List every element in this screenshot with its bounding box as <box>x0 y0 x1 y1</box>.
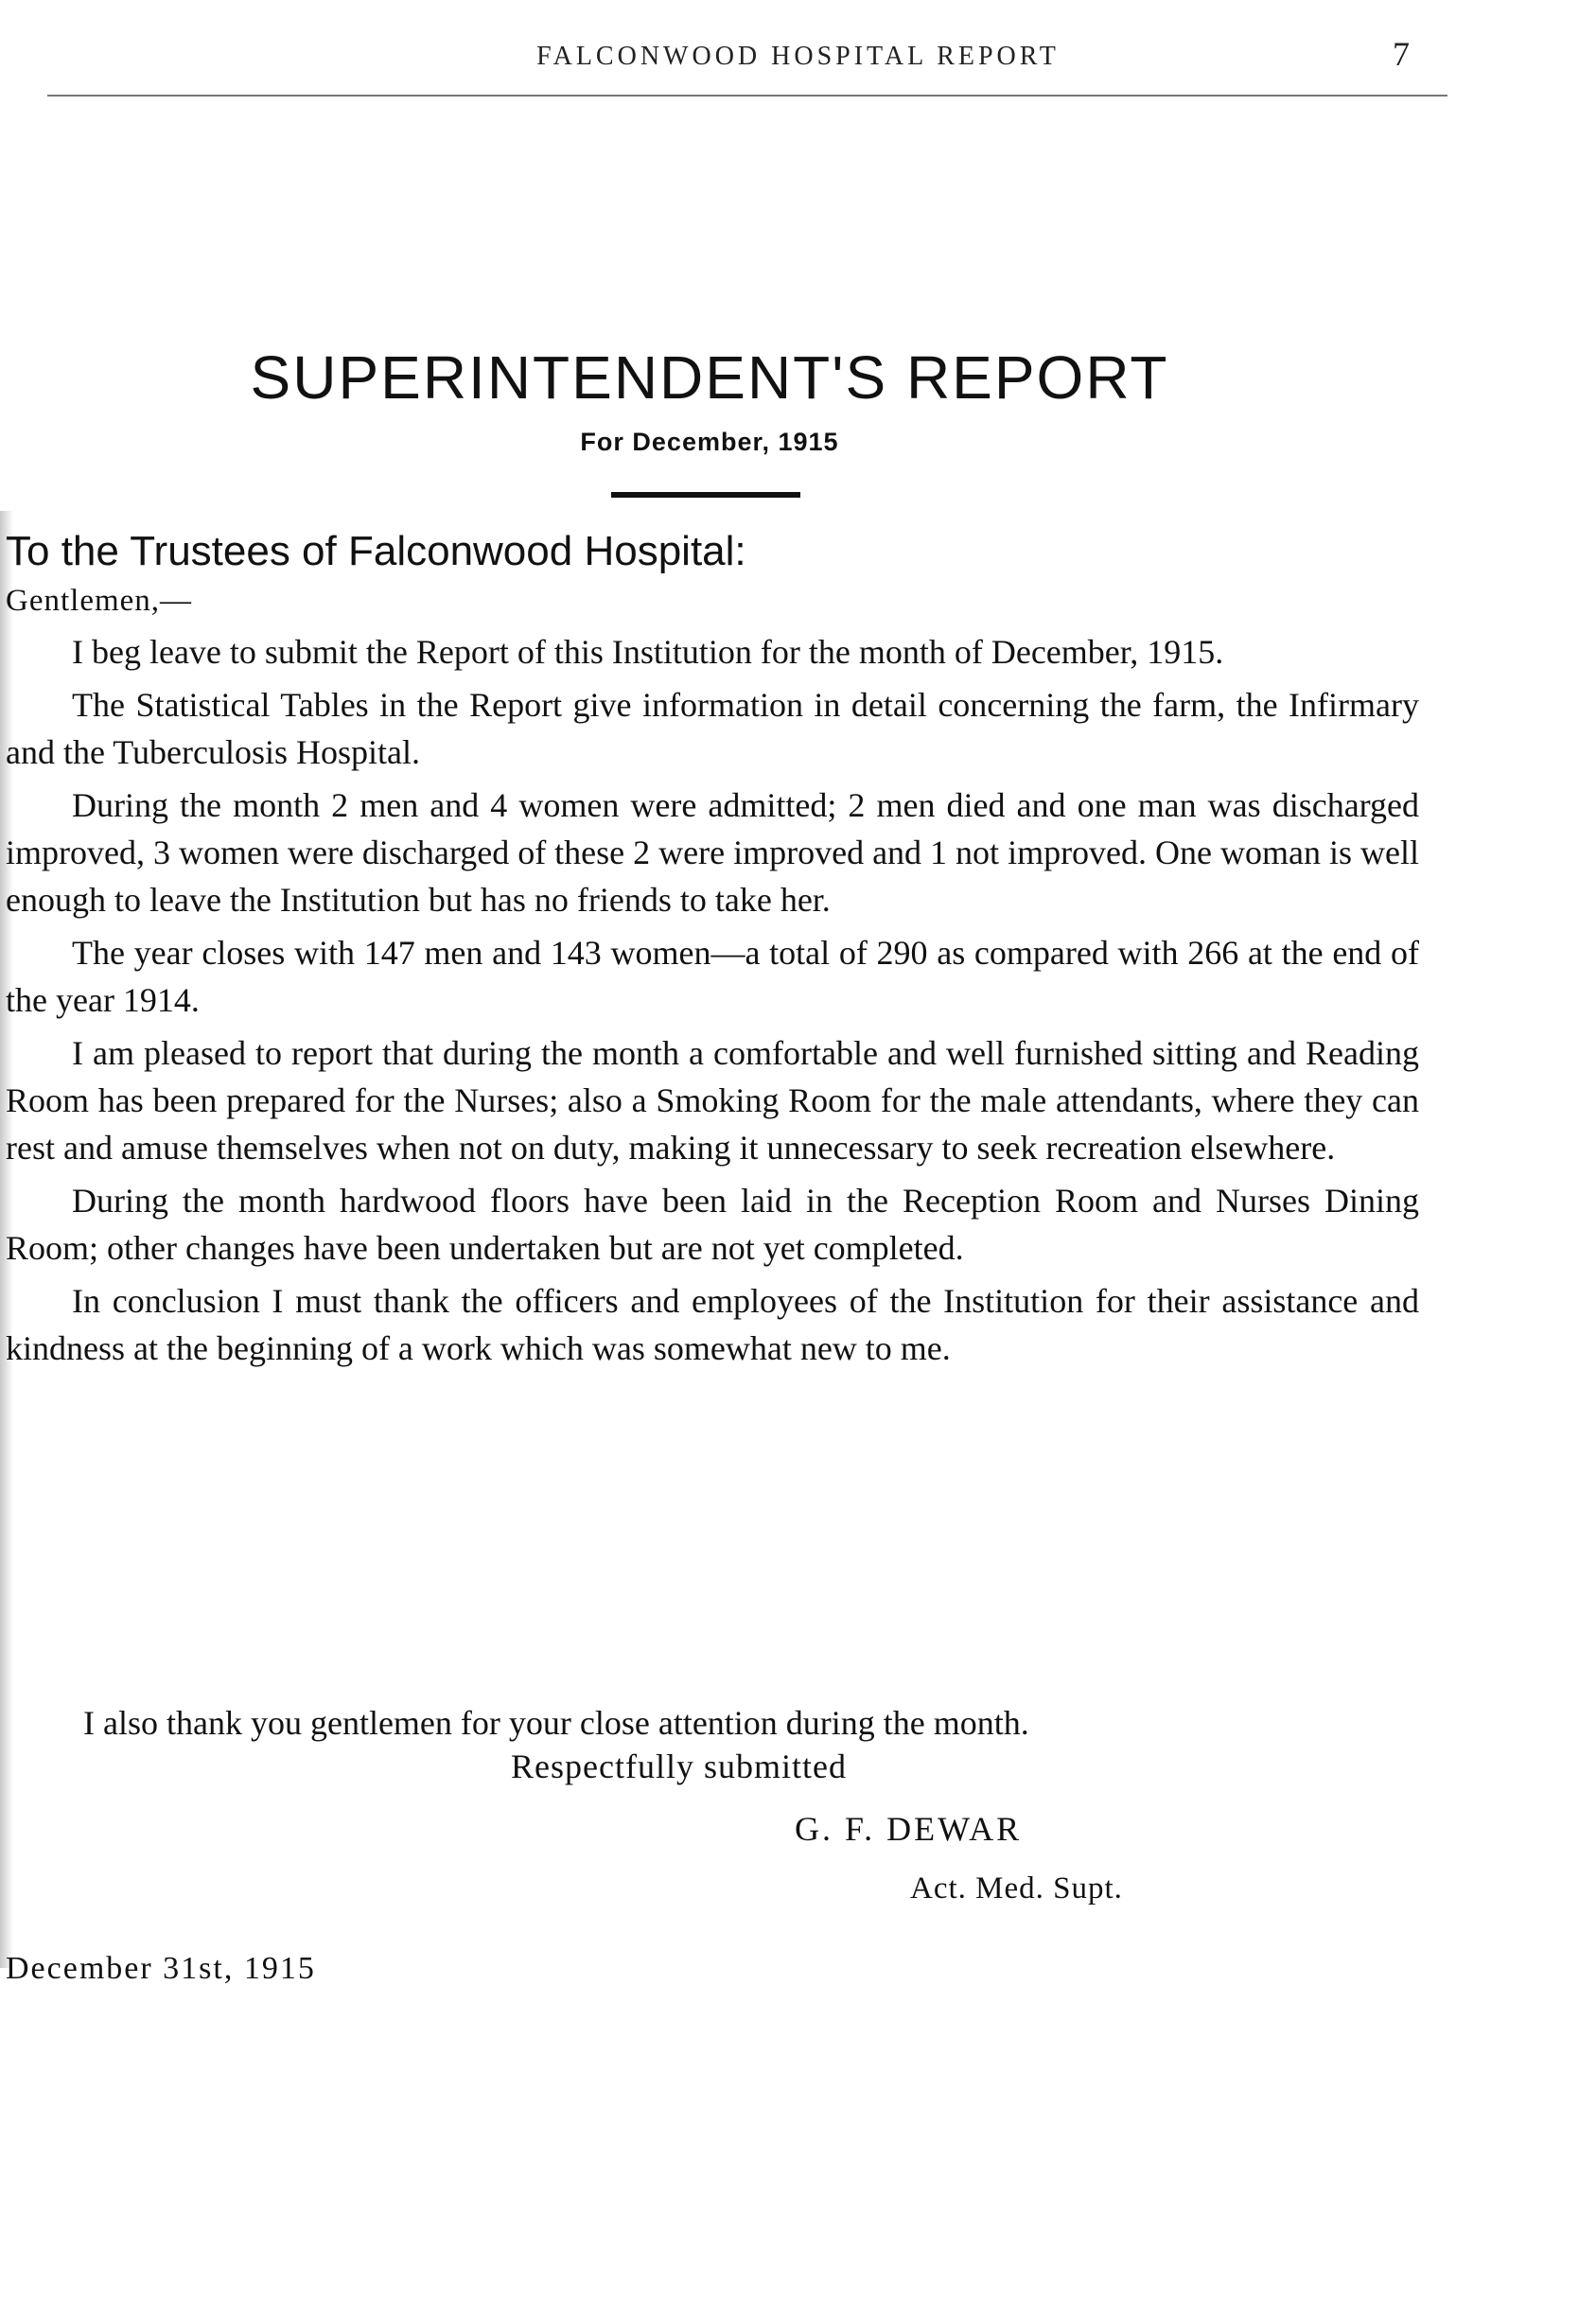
paragraph-hardwood-floors: During the month hardwood floors have been laid in the Reception Room and Nurses Dining Room; other changes have been undertaken but are not yet completed. <box>6 1182 1419 1267</box>
closing-line: I also thank you gentlemen for your close attention during the month. <box>83 1704 1029 1742</box>
paragraph-year-totals: The year closes with 147 men and 143 women—a total of 290 as compared with 266 at the end of the year 1914. <box>6 934 1419 1019</box>
title-underline <box>611 492 800 498</box>
header-divider <box>47 95 1447 97</box>
greeting: Gentlemen,— <box>6 584 193 618</box>
report-subtitle: For December, 1915 <box>580 428 839 456</box>
salutation: To the Trustees of Falconwood Hospital: <box>6 528 746 574</box>
paragraph-admissions: During the month 2 men and 4 women were admitted; 2 men died and one man was discharged improved, 3 women were discharged of these 2 were improved and 1 not improved. One woman is well enough to leave the Institution but has no friends to take her. <box>6 786 1419 919</box>
paragraph-statistical-tables: The Statistical Tables in the Report give information in detail concerning the farm, the Infirmary and the Tuberculosis Hospital. <box>6 686 1419 771</box>
sign-off: Respectfully submitted <box>511 1748 847 1785</box>
page-number: 7 <box>1393 35 1410 73</box>
running-head: FALCONWOOD HOSPITAL REPORT <box>536 42 1060 71</box>
paragraph-submission: I beg leave to submit the Report of this Institution for the month of December, 1915. <box>72 633 1224 671</box>
signatory-title: Act. Med. Supt. <box>910 1871 1123 1906</box>
paragraph-conclusion: In conclusion I must thank the officers and employees of the Institution for their assistance and kindness at the beginning of a work which was somewhat new to me. <box>6 1282 1419 1367</box>
signatory-name: G. F. DEWAR <box>795 1810 1023 1848</box>
report-title: SUPERINTENDENT'S REPORT <box>250 343 1169 412</box>
paragraph-reading-room: I am pleased to report that during the month a comfortable and well furnished sitting and Reading Room has been prepared for the Nurses; also a Smoking Room for the male attendants, where they can rest and amuse themselves when not on duty, making it unnecessary to seek recreation elsewhere. <box>6 1034 1419 1167</box>
report-date: December 31st, 1915 <box>6 1951 316 1986</box>
report-body <box>6 628 1419 1378</box>
